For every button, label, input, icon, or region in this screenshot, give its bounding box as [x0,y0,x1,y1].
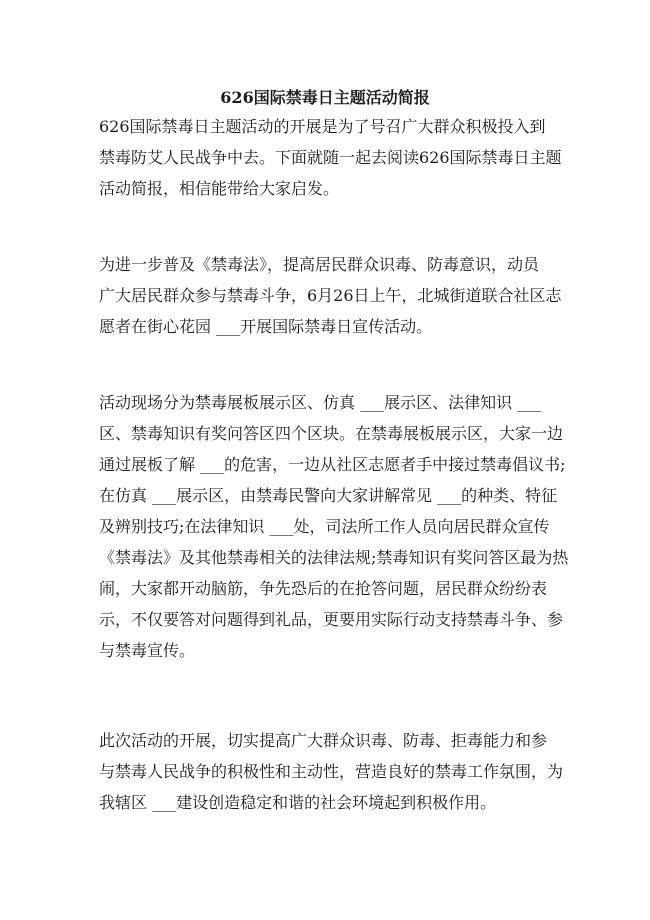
paragraph-line: 为进一步普及《禁毒法》，提高居民群众识毒、防毒意识，动员 [99,255,540,274]
paragraph-line: 广大居民群众参与禁毒斗争，6月26日上午，北城街道联合社区志 [99,286,562,305]
paragraph-line: 及辨别技巧;在法律知识 ___处，司法所工作人员向居民群众宣传 [99,517,550,536]
paragraph-intro [99,111,562,204]
paragraph-activities [99,387,569,666]
paragraph-event [99,249,562,342]
paragraph-line: 《禁毒法》及其他禁毒相关的法律法规;禁毒知识有奖问答区最为热 [99,548,569,567]
paragraph-line: 活动现场分为禁毒展板展示区、仿真 ___展示区、法律知识 ___ [99,393,542,412]
paragraph-line: 区、禁毒知识有奖问答区四个区块。在禁毒展板展示区，大家一边 [99,424,564,443]
paragraph-line: 在仿真 ___展示区，由禁毒民警向大家讲解常见 ___的种类、特征 [99,486,558,505]
document-title: 626国际禁毒日主题活动简报 [220,88,430,107]
paragraph-line: 示，不仅要答对问题得到礼品，更要用实际行动支持禁毒斗争、参 [99,610,564,629]
paragraph-line: 与禁毒宣传。 [99,641,196,660]
paragraph-line: 626国际禁毒日主题活动的开展是为了号召广大群众积极投入到 [99,117,546,136]
paragraph-line: 与禁毒人民战争的积极性和主动性，营造良好的禁毒工作氛围，为 [99,762,564,781]
paragraph-line: 闹，大家都开动脑筋，争先恐后的在抢答问题，居民群众纷纷表 [99,579,548,598]
paragraph-line: 我辖区 ___建设创造稳定和谐的社会环境起到积极作用。 [99,793,497,812]
paragraph-line: 愿者在街心花园 ___开展国际禁毒日宣传活动。 [99,317,433,336]
paragraph-line: 此次活动的开展，切实提高广大群众识毒、防毒、拒毒能力和参 [99,731,548,750]
paragraph-line: 禁毒防艾人民战争中去。下面就随一起去阅读626国际禁毒日主题 [99,148,562,167]
paragraph-conclusion [99,725,564,818]
paragraph-line: 活动简报，相信能带给大家启发。 [99,179,340,198]
paragraph-line: 通过展板了解 ___的危害，一边从社区志愿者手中接过禁毒倡议书; [99,455,566,474]
